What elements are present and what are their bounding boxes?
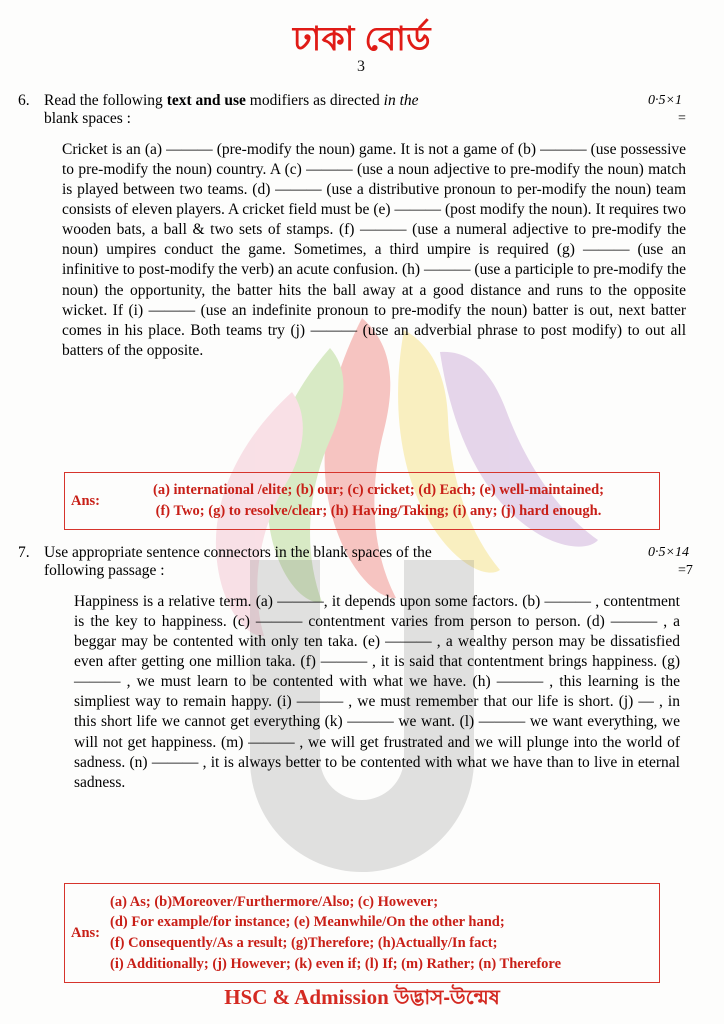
question-6 (0, 92, 724, 361)
q7-marks-line2: =7 (678, 563, 693, 579)
board-title: ঢাকা বোর্ড (292, 20, 432, 57)
question-7-marks (644, 544, 724, 580)
question-6-marks (644, 92, 724, 128)
page-footer (0, 983, 724, 1016)
q7-stem-line1: Use appropriate sentence connectors in the blank spaces of the (44, 544, 432, 561)
q7-marks-line1: 0·5×14 (648, 545, 689, 560)
answer-7-label: Ans: (71, 924, 101, 941)
question-6-passage: Cricket is an (a) ——— (pre-modify the noun) game. It is not a game of (b) ——— (use possessive to pre-modify the noun) country. A (c) ——— (use a noun adjective to pre-modify the noun) match is played between two teams. (d) ——— (use a distributive pronoun to per-modify the noun) team consists of eleven players. A cricket field must be (e) ——— (post modify the noun). It requires two wooden bats, a ball & two sets of stamps. (f) ——— (use a numeral adjective to pre-modify the noun) umpires conduct the game. Sometimes, a third umpire is required (g) ——— (use an infinitive to post-modify the verb) an acute confusion. (h) ——— (use a participle to pre-modify the noun) the opportunity, the batter hits the ball away at a good distance and runs to the opposite wicket. If (i) ——— (use an indefinite pronoun to pre-modify the noun) batter is out, next batter comes in his place. Both teams try (j) ——— (use an adverbial phrase to post modify) to out all batters of the opposite. (62, 140, 686, 359)
question-7 (0, 544, 724, 793)
answer-7-line-3: (f) Consequently/As a result; (g)Therefore; (h)Actually/In fact; (110, 935, 498, 951)
answer-6-line-1: (a) international /elite; (b) our; (c) cricket; (d) Each; (e) well-maintained; (153, 482, 604, 499)
question-7-passage: Happiness is a relative term. (a) ———, it depends upon some factors. (b) ——— , contentment is the key to happiness. (c) ——— contentment varies from person to person. (d) ——— , a beggar may be contented with only ten taka. (e) ——— , a wealthy person may be dissatisfied even after getting one million taka. (f) ——— , it is said that contentment brings happiness. (g) ——— , we must learn to be contented with what we have. (h) ——— , this learning is the simpliest way to remain happy. (i) ——— , we must remember that our life is short. (j) — , in this short life we cannot get everything (k) ——— we want. (l) ——— we want everything, we will not get happiness. (m) ——— , we will get frustrated and we will plunge into the world of sadness. (n) ——— , it is always better to be contented with what we have than to live in eternal sadness. (74, 592, 680, 791)
footer-text-bn: উদ্ভাস-উন্মেষ (394, 987, 500, 1009)
question-7-number: 7. (18, 544, 30, 561)
q6-stem-italic: in the (383, 92, 419, 109)
answer-7-line-4: (i) Additionally; (j) However; (k) even if; (l) If; (m) Rather; (n) Therefore (110, 955, 562, 972)
page-number: 3 (357, 58, 365, 75)
answer-6-line-2: (f) Two; (g) to resolve/clear; (h) Having/Taking; (i) any; (j) hard enough. (155, 503, 602, 519)
question-7-head (0, 544, 724, 581)
answer-7-line-2: (d) For example/for instance; (e) Meanwhile/On the other hand; (110, 914, 505, 931)
question-6-stem (44, 92, 644, 129)
question-7-stem (44, 544, 644, 581)
q6-stem-bold: text and use (166, 92, 246, 109)
answer-box-6 (64, 472, 660, 530)
answer-7-line-1: (a) As; (b)Moreover/Furthermore/Also; (c) However; (110, 893, 439, 910)
q6-marks-line2: = (678, 111, 686, 127)
question-6-head (0, 92, 724, 129)
q7-stem-line2: following passage : (44, 562, 165, 580)
footer-text-en: HSC & Admission (224, 985, 395, 1009)
answer-box-7 (64, 883, 660, 983)
q6-marks-line1: 0·5×1 (648, 93, 682, 108)
answer-6-lines (106, 480, 651, 521)
question-6-number: 6. (18, 92, 30, 109)
board-header (0, 22, 724, 55)
q6-stem-pre: Read the following (44, 92, 167, 109)
q6-stem-line2: blank spaces : (44, 110, 131, 128)
answer-6-label: Ans: (71, 492, 101, 509)
answer-7-lines (106, 892, 651, 974)
q6-stem-post: modifiers as directed (245, 92, 384, 109)
